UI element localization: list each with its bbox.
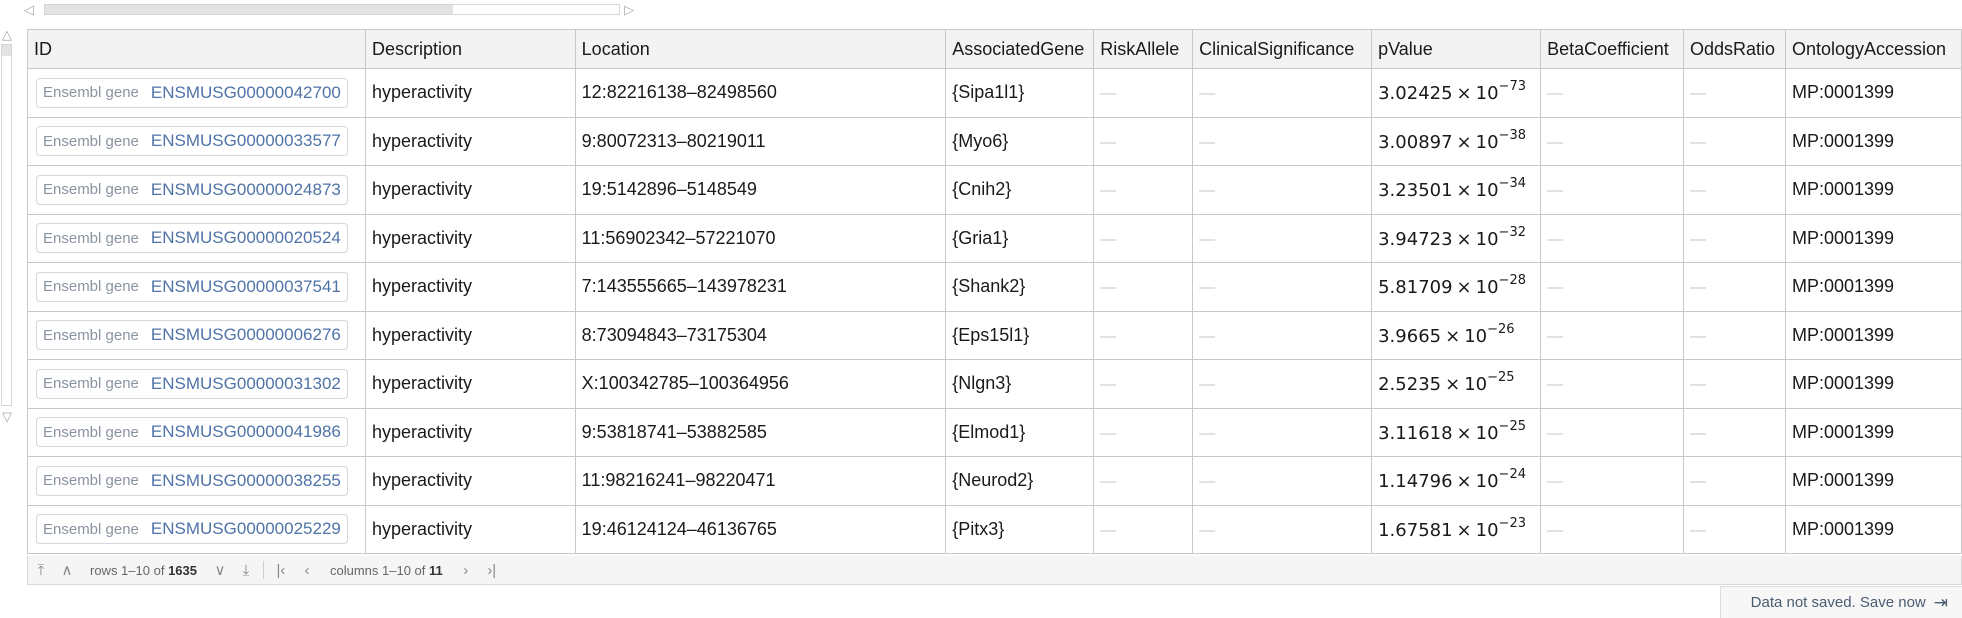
pvalue-exponent: −28: [1498, 273, 1526, 289]
scroll-right-arrow-icon[interactable]: ▷: [624, 2, 634, 17]
associated-gene-cell: {Elmod1}: [946, 408, 1094, 457]
beta-coefficient-cell: [1541, 69, 1684, 118]
associated-gene-cell: {Gria1}: [946, 214, 1094, 263]
pvalue-exponent: −32: [1498, 224, 1526, 240]
column-header-beta-coefficient[interactable]: BetaCoefficient: [1541, 30, 1684, 69]
clinical-significance-cell: [1193, 505, 1372, 554]
id-cell: [28, 457, 366, 506]
entity-kind-label: Ensembl gene: [43, 326, 139, 344]
entity-kind-label: Ensembl gene: [43, 181, 139, 199]
entity-kind-label: Ensembl gene: [43, 132, 139, 150]
missing-value: —: [1100, 133, 1117, 151]
ontology-accession-cell: MP:0001399: [1785, 263, 1961, 312]
times-sign: ×: [1456, 180, 1472, 202]
odds-ratio-cell: [1684, 69, 1786, 118]
missing-value: —: [1100, 327, 1117, 345]
odds-ratio-cell: [1684, 505, 1786, 554]
entity-kind-label: Ensembl gene: [43, 520, 139, 538]
scroll-down-arrow-icon[interactable]: ▽: [2, 409, 12, 424]
pvalue-base: 10: [1475, 180, 1499, 202]
pvalue-exponent: −73: [1498, 79, 1526, 95]
pvalue-mantissa: 3.11618: [1378, 422, 1453, 444]
pvalue-cell: [1372, 505, 1541, 554]
missing-value: —: [1199, 85, 1216, 103]
risk-allele-cell: [1094, 117, 1193, 166]
table-row: [28, 311, 1962, 360]
missing-value: —: [1547, 376, 1564, 394]
pvalue: [1378, 321, 1515, 347]
entity-link[interactable]: [36, 369, 348, 399]
table-row: [28, 263, 1962, 312]
pvalue-cell: [1372, 408, 1541, 457]
id-cell: [28, 214, 366, 263]
beta-coefficient-cell: [1541, 457, 1684, 506]
column-header-clinical-significance[interactable]: ClinicalSignificance: [1193, 30, 1372, 69]
entity-id-label: ENSMUSG00000031302: [150, 373, 341, 393]
entity-link[interactable]: [36, 466, 348, 496]
risk-allele-cell: [1094, 214, 1193, 263]
pvalue-exponent: −23: [1498, 515, 1526, 531]
associated-gene-cell: {Eps15l1}: [946, 311, 1094, 360]
clinical-significance-cell: [1193, 457, 1372, 506]
clinical-significance-cell: [1193, 166, 1372, 215]
id-cell: [28, 408, 366, 457]
missing-value: —: [1690, 327, 1707, 345]
pvalue-mantissa: 1.67581: [1378, 519, 1453, 541]
description-cell: hyperactivity: [365, 166, 575, 215]
times-sign: ×: [1456, 422, 1472, 444]
pvalue-base: 10: [1464, 325, 1488, 347]
entity-id-label: ENSMUSG00000033577: [150, 131, 341, 151]
column-header-odds-ratio[interactable]: OddsRatio: [1684, 30, 1786, 69]
description-cell: hyperactivity: [365, 505, 575, 554]
horizontal-scroll-thumb[interactable]: [45, 5, 453, 14]
dataset-table: [27, 29, 1962, 554]
location-cell: 12:82216138–82498560: [575, 69, 946, 118]
entity-kind-label: Ensembl gene: [43, 278, 139, 296]
column-header-pvalue[interactable]: pValue: [1372, 30, 1541, 69]
ontology-accession-cell: MP:0001399: [1785, 311, 1961, 360]
location-cell: 11:98216241–98220471: [575, 457, 946, 506]
clinical-significance-cell: [1193, 263, 1372, 312]
save-arrow-icon: ⇥: [1933, 592, 1948, 612]
missing-value: —: [1100, 230, 1117, 248]
pvalue-base: 10: [1475, 471, 1499, 493]
location-cell: 11:56902342–57221070: [575, 214, 946, 263]
first-column-page-icon[interactable]: |‹: [276, 561, 286, 579]
column-header-id[interactable]: ID: [28, 30, 366, 69]
first-page-icon[interactable]: ⤒: [37, 561, 45, 579]
table-row: [28, 360, 1962, 409]
pvalue-cell: [1372, 311, 1541, 360]
ontology-accession-cell: MP:0001399: [1785, 214, 1961, 263]
pvalue: [1378, 79, 1526, 105]
missing-value: —: [1547, 133, 1564, 151]
column-header-ontology-accession[interactable]: OntologyAccession: [1785, 30, 1961, 69]
missing-value: —: [1199, 327, 1216, 345]
beta-coefficient-cell: [1541, 214, 1684, 263]
pvalue-mantissa: 1.14796: [1378, 471, 1453, 493]
pvalue-cell: [1372, 69, 1541, 118]
entity-link[interactable]: [36, 78, 348, 108]
id-cell: [28, 117, 366, 166]
entity-id-label: ENSMUSG00000038255: [150, 470, 341, 490]
pvalue-mantissa: 3.02425: [1378, 83, 1453, 105]
missing-value: —: [1690, 230, 1707, 248]
pvalue-mantissa: 3.23501: [1378, 180, 1453, 202]
scroll-up-arrow-icon[interactable]: △: [2, 27, 12, 42]
missing-value: —: [1199, 279, 1216, 297]
column-header-description[interactable]: Description: [365, 30, 575, 69]
pvalue-base: 10: [1475, 131, 1499, 153]
associated-gene-cell: {Myo6}: [946, 117, 1094, 166]
horizontal-scroll-track[interactable]: [44, 4, 620, 15]
pvalue-cell: [1372, 360, 1541, 409]
id-cell: [28, 263, 366, 312]
description-cell: hyperactivity: [365, 457, 575, 506]
times-sign: ×: [1456, 131, 1472, 153]
ontology-accession-cell: MP:0001399: [1785, 117, 1961, 166]
location-cell: 19:46124124–46136765: [575, 505, 946, 554]
beta-coefficient-cell: [1541, 505, 1684, 554]
odds-ratio-cell: [1684, 263, 1786, 312]
ontology-accession-cell: MP:0001399: [1785, 360, 1961, 409]
missing-value: —: [1547, 279, 1564, 297]
ontology-accession-cell: MP:0001399: [1785, 69, 1961, 118]
missing-value: —: [1547, 473, 1564, 491]
entity-link[interactable]: [36, 175, 348, 205]
description-cell: hyperactivity: [365, 117, 575, 166]
pvalue-exponent: −26: [1487, 321, 1515, 337]
risk-allele-cell: [1094, 311, 1193, 360]
associated-gene-cell: {Sipa1l1}: [946, 69, 1094, 118]
description-cell: hyperactivity: [365, 408, 575, 457]
pvalue: [1378, 418, 1526, 444]
missing-value: —: [1690, 279, 1707, 297]
vertical-scroll-track[interactable]: [1, 44, 12, 406]
times-sign: ×: [1456, 228, 1472, 250]
pvalue: [1378, 127, 1526, 153]
pvalue-exponent: −24: [1498, 467, 1526, 483]
missing-value: —: [1690, 521, 1707, 539]
missing-value: —: [1100, 85, 1117, 103]
associated-gene-cell: {Nlgn3}: [946, 360, 1094, 409]
pvalue: [1378, 515, 1526, 541]
previous-page-icon[interactable]: ∧: [61, 562, 73, 579]
location-cell: 19:5142896–5148549: [575, 166, 946, 215]
risk-allele-cell: [1094, 166, 1193, 215]
missing-value: —: [1547, 85, 1564, 103]
vertical-scrollbar[interactable]: [0, 28, 14, 424]
times-sign: ×: [1456, 519, 1472, 541]
pager-divider: [263, 561, 264, 579]
entity-link[interactable]: [36, 223, 348, 253]
ontology-accession-cell: MP:0001399: [1785, 408, 1961, 457]
odds-ratio-cell: [1684, 166, 1786, 215]
missing-value: —: [1690, 133, 1707, 151]
next-page-icon[interactable]: ∨: [214, 562, 226, 579]
horizontal-scrollbar[interactable]: [24, 2, 640, 18]
entity-id-label: ENSMUSG00000042700: [150, 82, 341, 102]
associated-gene-cell: {Shank2}: [946, 263, 1094, 312]
entity-link[interactable]: [36, 320, 348, 350]
pagination-bar: [27, 556, 1962, 585]
description-cell: hyperactivity: [365, 69, 575, 118]
times-sign: ×: [1456, 471, 1472, 493]
column-header-location[interactable]: Location: [575, 30, 946, 69]
pvalue-cell: [1372, 166, 1541, 215]
column-header-associated-gene[interactable]: AssociatedGene: [946, 30, 1094, 69]
times-sign: ×: [1445, 374, 1461, 396]
ontology-accession-cell: MP:0001399: [1785, 166, 1961, 215]
clinical-significance-cell: [1193, 360, 1372, 409]
missing-value: —: [1690, 85, 1707, 103]
next-column-page-icon[interactable]: ›: [463, 561, 469, 579]
pvalue-base: 10: [1475, 519, 1499, 541]
location-cell: X:100342785–100364956: [575, 360, 946, 409]
entity-id-label: ENSMUSG00000037541: [150, 276, 341, 296]
pvalue-exponent: −34: [1498, 176, 1526, 192]
clinical-significance-cell: [1193, 214, 1372, 263]
beta-coefficient-cell: [1541, 263, 1684, 312]
pvalue-mantissa: 3.9665: [1378, 325, 1442, 347]
location-cell: 9:53818741–53882585: [575, 408, 946, 457]
missing-value: —: [1690, 473, 1707, 491]
missing-value: —: [1100, 376, 1117, 394]
last-column-page-icon[interactable]: ›|: [487, 561, 497, 579]
pvalue-cell: [1372, 214, 1541, 263]
pvalue: [1378, 467, 1526, 493]
entity-id-label: ENSMUSG00000024873: [150, 179, 341, 199]
missing-value: —: [1199, 424, 1216, 442]
pvalue-mantissa: 3.94723: [1378, 228, 1453, 250]
save-now-button[interactable]: [1720, 586, 1962, 618]
ontology-accession-cell: MP:0001399: [1785, 505, 1961, 554]
pvalue-base: 10: [1475, 277, 1499, 299]
table-row: [28, 457, 1962, 506]
missing-value: —: [1690, 424, 1707, 442]
pvalue: [1378, 273, 1526, 299]
pvalue: [1378, 370, 1515, 396]
vertical-scroll-thumb[interactable]: [2, 45, 11, 56]
pvalue-exponent: −38: [1498, 127, 1526, 143]
pvalue: [1378, 176, 1526, 202]
missing-value: —: [1199, 182, 1216, 200]
table-row: [28, 166, 1962, 215]
id-cell: [28, 166, 366, 215]
missing-value: —: [1199, 133, 1216, 151]
risk-allele-cell: [1094, 408, 1193, 457]
entity-kind-label: Ensembl gene: [43, 229, 139, 247]
columns-range-label: columns 1–10 of 11: [329, 562, 443, 578]
associated-gene-cell: {Pitx3}: [946, 505, 1094, 554]
table-row: [28, 117, 1962, 166]
pvalue-mantissa: 5.81709: [1378, 277, 1453, 299]
description-cell: hyperactivity: [365, 311, 575, 360]
clinical-significance-cell: [1193, 408, 1372, 457]
location-cell: 9:80072313–80219011: [575, 117, 946, 166]
missing-value: —: [1547, 327, 1564, 345]
description-cell: hyperactivity: [365, 214, 575, 263]
ontology-accession-cell: MP:0001399: [1785, 457, 1961, 506]
entity-id-label: ENSMUSG00000025229: [150, 519, 341, 539]
odds-ratio-cell: [1684, 457, 1786, 506]
pvalue-base: 10: [1475, 228, 1499, 250]
missing-value: —: [1547, 521, 1564, 539]
entity-id-label: ENSMUSG00000041986: [150, 422, 341, 442]
entity-link[interactable]: [36, 126, 348, 156]
pvalue-exponent: −25: [1498, 418, 1526, 434]
risk-allele-cell: [1094, 69, 1193, 118]
risk-allele-cell: [1094, 360, 1193, 409]
associated-gene-cell: {Cnih2}: [946, 166, 1094, 215]
table-row: [28, 69, 1962, 118]
header-row: [28, 30, 1962, 69]
entity-id-label: ENSMUSG00000006276: [150, 325, 341, 345]
beta-coefficient-cell: [1541, 360, 1684, 409]
missing-value: —: [1100, 521, 1117, 539]
column-header-risk-allele[interactable]: RiskAllele: [1094, 30, 1193, 69]
missing-value: —: [1547, 230, 1564, 248]
entity-link[interactable]: [36, 514, 348, 544]
risk-allele-cell: [1094, 457, 1193, 506]
entity-kind-label: Ensembl gene: [43, 84, 139, 102]
pvalue-base: 10: [1475, 83, 1499, 105]
times-sign: ×: [1456, 277, 1472, 299]
beta-coefficient-cell: [1541, 311, 1684, 360]
risk-allele-cell: [1094, 505, 1193, 554]
missing-value: —: [1100, 182, 1117, 200]
scroll-left-arrow-icon[interactable]: ◁: [24, 2, 34, 17]
missing-value: —: [1199, 521, 1216, 539]
missing-value: —: [1547, 424, 1564, 442]
entity-link[interactable]: [36, 417, 348, 447]
beta-coefficient-cell: [1541, 408, 1684, 457]
previous-column-page-icon[interactable]: ‹: [304, 561, 310, 579]
beta-coefficient-cell: [1541, 117, 1684, 166]
id-cell: [28, 69, 366, 118]
pvalue-cell: [1372, 117, 1541, 166]
clinical-significance-cell: [1193, 117, 1372, 166]
location-cell: 7:143555665–143978231: [575, 263, 946, 312]
odds-ratio-cell: [1684, 214, 1786, 263]
entity-kind-label: Ensembl gene: [43, 423, 139, 441]
rows-range-label: rows 1–10 of 1635: [90, 562, 197, 578]
missing-value: —: [1199, 376, 1216, 394]
odds-ratio-cell: [1684, 311, 1786, 360]
pvalue-exponent: −25: [1487, 370, 1515, 386]
pvalue: [1378, 224, 1526, 250]
missing-value: —: [1547, 182, 1564, 200]
missing-value: —: [1100, 279, 1117, 297]
id-cell: [28, 360, 366, 409]
missing-value: —: [1690, 376, 1707, 394]
id-cell: [28, 311, 366, 360]
description-cell: hyperactivity: [365, 263, 575, 312]
times-sign: ×: [1456, 83, 1472, 105]
clinical-significance-cell: [1193, 69, 1372, 118]
odds-ratio-cell: [1684, 117, 1786, 166]
entity-kind-label: Ensembl gene: [43, 472, 139, 490]
odds-ratio-cell: [1684, 360, 1786, 409]
table-row: [28, 408, 1962, 457]
pvalue-base: 10: [1464, 374, 1488, 396]
associated-gene-cell: {Neurod2}: [946, 457, 1094, 506]
pvalue-mantissa: 3.00897: [1378, 131, 1453, 153]
beta-coefficient-cell: [1541, 166, 1684, 215]
last-page-icon[interactable]: ⤓: [242, 561, 250, 579]
pvalue-cell: [1372, 263, 1541, 312]
location-cell: 8:73094843–73175304: [575, 311, 946, 360]
risk-allele-cell: [1094, 263, 1193, 312]
table-row: [28, 214, 1962, 263]
entity-link[interactable]: [36, 272, 348, 302]
save-status-label: Data not saved. Save now: [1750, 594, 1926, 611]
clinical-significance-cell: [1193, 311, 1372, 360]
odds-ratio-cell: [1684, 408, 1786, 457]
pvalue-base: 10: [1475, 422, 1499, 444]
times-sign: ×: [1445, 325, 1461, 347]
entity-kind-label: Ensembl gene: [43, 375, 139, 393]
table-row: [28, 505, 1962, 554]
entity-id-label: ENSMUSG00000020524: [150, 228, 341, 248]
description-cell: hyperactivity: [365, 360, 575, 409]
missing-value: —: [1199, 230, 1216, 248]
id-cell: [28, 505, 366, 554]
pvalue-mantissa: 2.5235: [1378, 374, 1442, 396]
missing-value: —: [1100, 424, 1117, 442]
pvalue-cell: [1372, 457, 1541, 506]
missing-value: —: [1100, 473, 1117, 491]
missing-value: —: [1690, 182, 1707, 200]
missing-value: —: [1199, 473, 1216, 491]
